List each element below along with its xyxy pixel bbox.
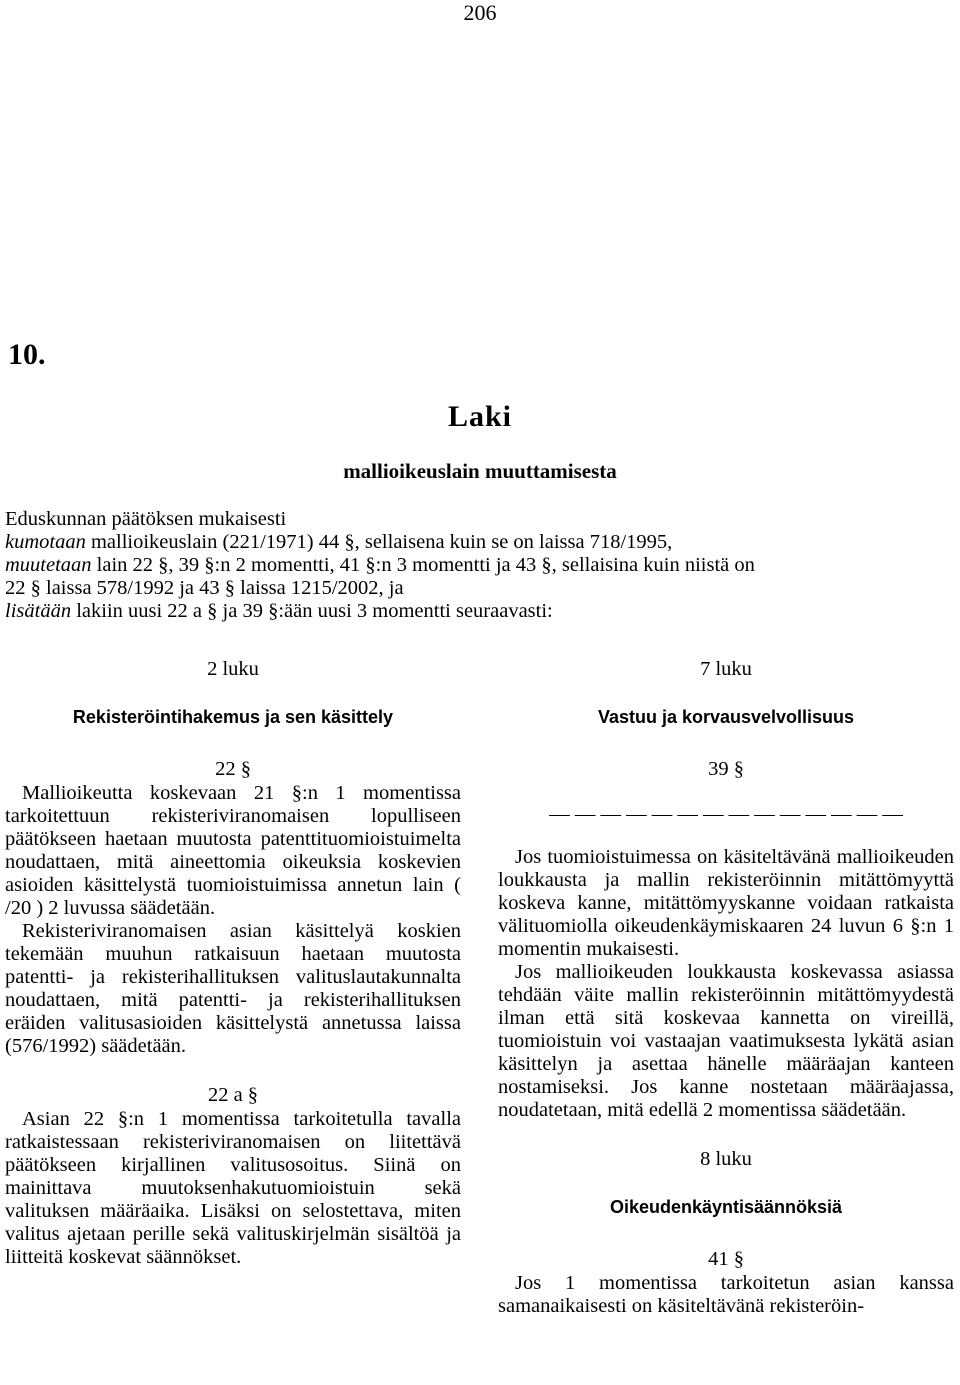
preamble-line-1 (5, 508, 955, 531)
preamble-line-4-text: 22 § laissa 578/1992 ja 43 § laissa 1215/2002, ja (5, 577, 404, 599)
preamble-line-5 (5, 600, 955, 623)
preamble-line-3 (5, 554, 955, 577)
section-heading-22: 22 § (215, 758, 251, 780)
section-number: 10. (8, 338, 46, 371)
preamble-line-2 (5, 531, 955, 554)
section-22-paragraph-1: Mallioikeutta koskevaan 21 §:n 1 momentissa tarkoitettuun rekisteriviranomaisen lopulliseen päätökseen haetaan muutosta patenttituomioistuimelta noudattaen, mitä aineettomia oikeuksia koskevien asioiden käsittelystä tuomioistuimissa annetun lain ( /20 ) 2 luvussa säädetään. (5, 782, 461, 919)
section-22a-paragraph-1: Asian 22 §:n 1 momentissa tarkoitetulla tavalla ratkaistessaan rekisteriviranomaisen on liitettävä päätökseen kirjallinen valitusosoitus. Siinä on mainittava muutoksenhakutuomioistuin sekä valituksen määräaika. Lisäksi on selostettava, miten valitus ajetaan perille sekä valituskirjelmän sisältöä ja liitteitä koskevat säännökset. (5, 1108, 461, 1268)
preamble (5, 508, 955, 623)
spacer (498, 1122, 954, 1148)
section-heading-39: 39 § (708, 758, 744, 780)
keyword-kumotaan: kumotaan (5, 531, 86, 553)
left-column (5, 658, 461, 1269)
preamble-line-3-text: lain 22 §, 39 §:n 2 momentti, 41 §:n 3 momentti ja 43 §, sellaisina kuin niistä on (91, 554, 755, 576)
section-heading-41: 41 § (708, 1248, 744, 1270)
keyword-lisataan: lisätään (5, 600, 72, 622)
section-22-paragraph-2: Rekisteriviranomaisen asian käsittelyä koskien tekemään muuhun ratkaisuun haetaan muutosta patentti- ja rekisterihallituksen valituslautakunnalta noudattaen, mitä patentti- ja rekisterihallituksen eräiden valitusasioiden käsittelystä annetussa laissa (576/1992) säädetään. (5, 920, 461, 1057)
chapter-heading-8: 8 luku (700, 1148, 752, 1170)
chapter-title-7: Vastuu ja korvausvelvollisuus (597, 707, 855, 727)
spacer (5, 1058, 461, 1084)
preamble-line-1-text: Eduskunnan päätöksen mukaisesti (5, 508, 287, 530)
keyword-muutetaan: muutetaan (5, 554, 92, 576)
page-number: 206 (463, 0, 497, 25)
chapter-heading-2: 2 luku (207, 658, 259, 680)
preamble-line-4 (5, 577, 955, 600)
preamble-line-5-text: lakiin uusi 22 a § ja 39 §:ään uusi 3 momentti seuraavasti: (71, 600, 553, 622)
chapter-heading-7: 7 luku (700, 658, 752, 680)
omitted-text-marker: — — — — — — — — — — — — — — (549, 802, 903, 825)
law-title: Laki (447, 400, 513, 433)
chapter-title-8: Oikeudenkäyntisäännöksiä (609, 1197, 843, 1217)
section-heading-22a: 22 a § (207, 1084, 259, 1106)
preamble-line-2-text: mallioikeuslain (221/1971) 44 §, sellaisena kuin se on laissa 718/1995, (85, 531, 673, 553)
chapter-title-2: Rekisteröintihakemus ja sen käsittely (72, 707, 394, 727)
section-39-paragraph-1: Jos tuomioistuimessa on käsiteltävänä mallioikeuden loukkausta ja mallin rekisteröinnin mitättömyyttä koskeva kanne, mitättömyyskanne voidaan ratkaista välituomiolla oikeudenkäymiskaaren 24 luvun 6 §:n 1 momentin mukaisesti. (498, 846, 954, 960)
section-41-paragraph-1: Jos 1 momentissa tarkoitetun asian kanssa samanaikaisesti on käsiteltävänä rekisteröin- (498, 1272, 954, 1317)
section-39-paragraph-2: Jos mallioikeuden loukkausta koskevassa asiassa tehdään väite mallin rekisteröinnin mitättömyydestä ilman että sitä koskevaa kannetta on vireillä, tuomioistuin voi vastaajan vaatimuksesta lykätä asian käsittelyn ja asettaa hänelle määräajan kanteen nostamiseksi. Jos kanne nostetaan määräajassa, noudatetaan, mitä edellä 2 momentissa säädetään. (498, 961, 954, 1121)
law-subtitle: mallioikeuslain muuttamisesta (343, 459, 617, 483)
right-column (498, 658, 954, 1318)
